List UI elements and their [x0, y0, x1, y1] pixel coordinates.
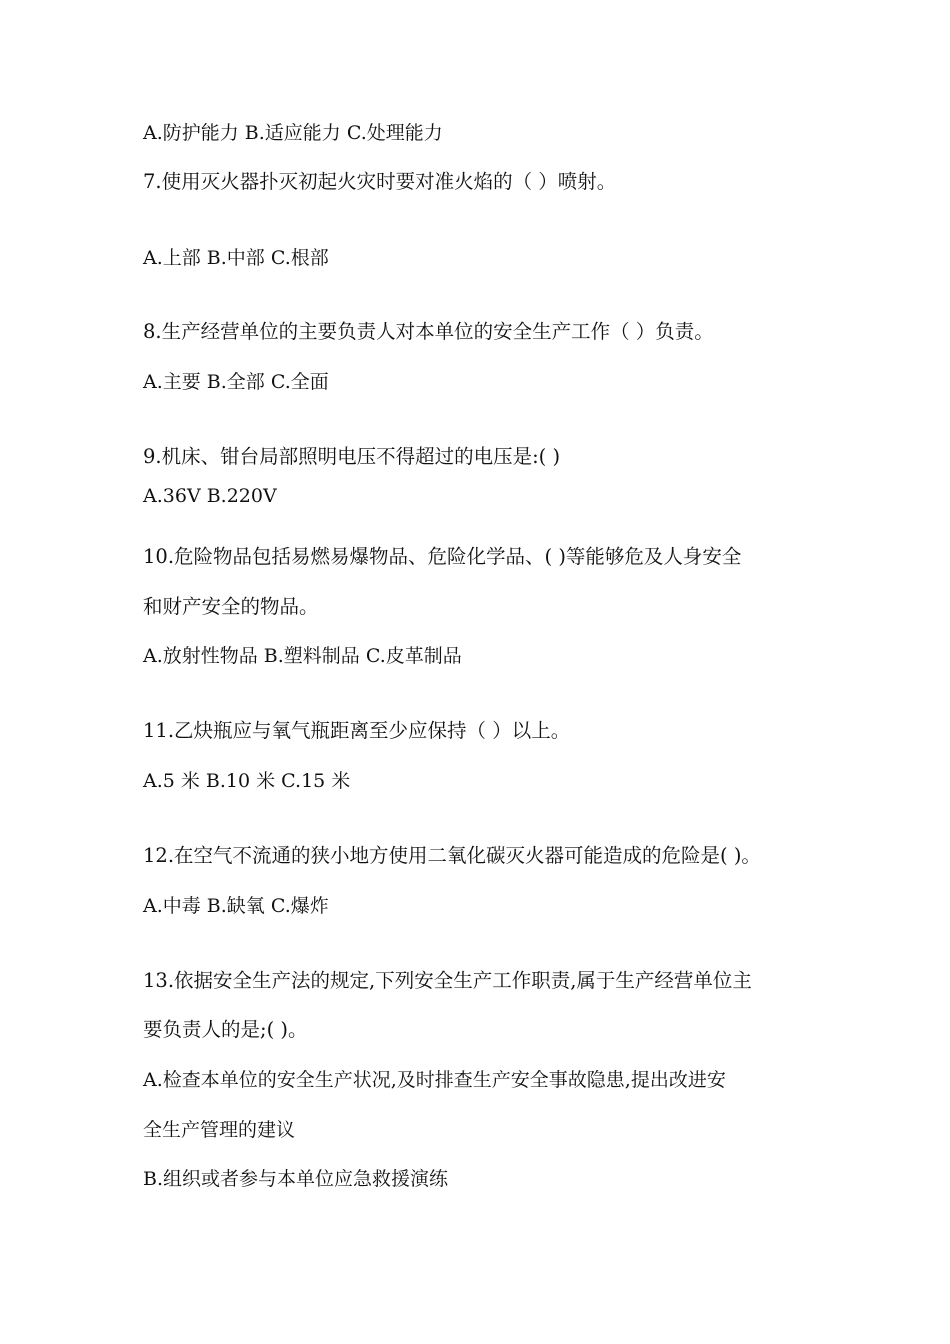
q8-text: 8.生产经营单位的主要负责人对本单位的安全生产工作（ ）负责。	[143, 320, 714, 343]
q10-options: A.放射性物品 B.塑料制品 C.皮革制品	[143, 645, 462, 667]
q12-options: A.中毒 B.缺氧 C.爆炸	[143, 895, 329, 917]
q13-option-b: B.组织或者参与本单位应急救援演练	[143, 1168, 449, 1190]
q10-text-line1: 10.危险物品包括易燃易爆物品、危险化学品、( )等能够危及人身安全	[143, 545, 742, 568]
q13-text-line2: 要负责人的是;( )。	[143, 1018, 308, 1041]
q6-options: A.防护能力 B.适应能力 C.处理能力	[143, 122, 443, 144]
q12-text: 12.在空气不流通的狭小地方使用二氧化碳灭火器可能造成的危险是( )。	[143, 844, 761, 867]
q11-text: 11.乙炔瓶应与氧气瓶距离至少应保持（ ）以上。	[143, 719, 571, 742]
q13-option-a-line1: A.检查本单位的安全生产状况,及时排查生产安全事故隐患,提出改进安	[143, 1069, 726, 1091]
q7-text: 7.使用灭火器扑灭初起火灾时要对准火焰的（ ）喷射。	[143, 170, 617, 193]
q13-option-a-line2: 全生产管理的建议	[143, 1119, 296, 1141]
q9-text: 9.机床、钳台局部照明电压不得超过的电压是:( )	[143, 445, 561, 468]
q10-text-line2: 和财产安全的物品。	[143, 595, 319, 618]
q13-text-line1: 13.依据安全生产法的规定,下列安全生产工作职责,属于生产经营单位主	[143, 969, 752, 992]
q7-options: A.上部 B.中部 C.根部	[143, 247, 329, 269]
q8-options: A.主要 B.全部 C.全面	[143, 371, 329, 393]
q9-options: A.36V B.220V	[143, 485, 277, 507]
q11-options: A.5 米 B.10 米 C.15 米	[143, 770, 351, 792]
